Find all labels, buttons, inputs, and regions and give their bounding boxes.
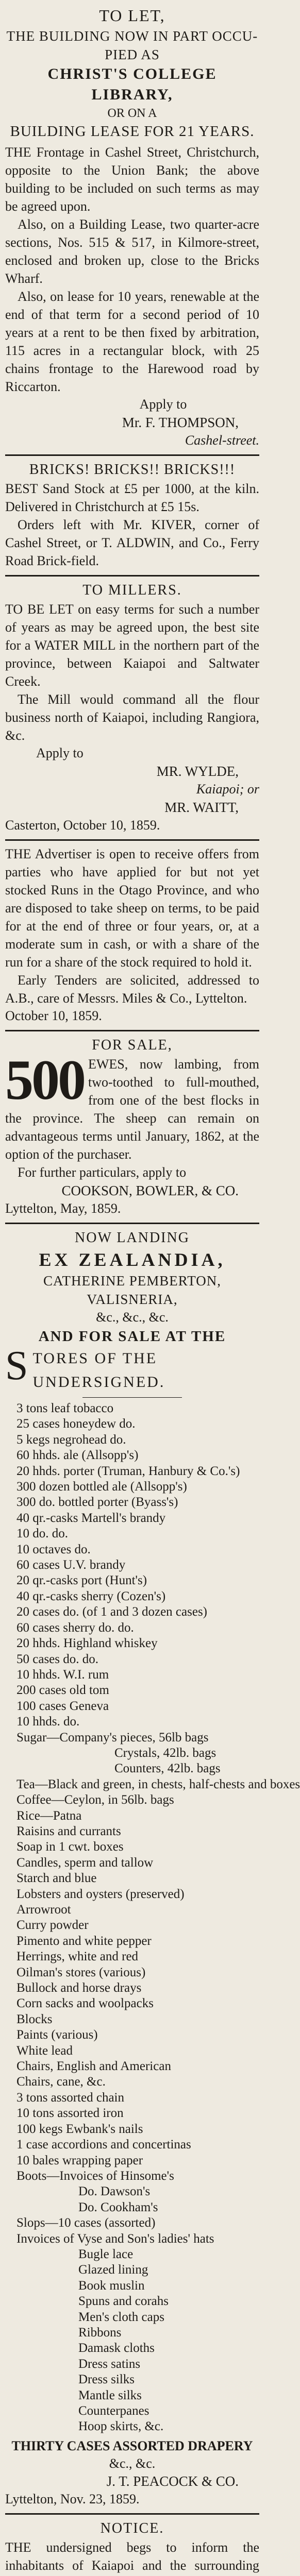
ad-to-let-library <box>5 4 259 449</box>
divider <box>5 1223 259 1224</box>
ad-signature: COOKSON, BOWLER, & CO. <box>61 1183 239 1198</box>
goods-list-item: 300 do. bottled porter (Byass's) <box>16 1495 178 1510</box>
goods-list-item: 100 cases Geneva <box>16 1699 109 1713</box>
goods-list-item: 40 qr.-casks Martell's brandy <box>16 1511 166 1525</box>
goods-list-item: Candles, sperm and tallow <box>16 1855 154 1870</box>
goods-list-item: Dress silks <box>78 2372 135 2387</box>
goods-list-item: Boots—Invoices of Hinsome's <box>16 2168 174 2183</box>
goods-list-item: 10 hhds. W.I. rum <box>16 1667 109 1682</box>
goods-list-item: 20 hhds. porter (Truman, Hanbury & Co.'s) <box>16 1464 240 1478</box>
ad-date: October 10, 1859. <box>5 1008 102 1023</box>
goods-list-item: Bullock and horse drays <box>16 1981 142 1995</box>
goods-list-item: Book muslin <box>78 2278 145 2293</box>
ad-heading: NOW LANDING <box>75 1230 190 1246</box>
ad-line: OR ON A <box>107 107 157 120</box>
goods-list-item: Chairs, English and American <box>16 2059 171 2074</box>
ad-heading: BRICKS! BRICKS!! BRICKS!!! <box>29 462 236 478</box>
goods-list-item: Blocks <box>16 2012 53 2026</box>
goods-list-item: 100 kegs Ewbank's nails <box>16 2122 143 2136</box>
goods-list-item: Soap in 1 cwt. boxes <box>16 1840 124 1854</box>
ad-drapery: THIRTY CASES ASSORTED DRAPERY <box>11 2438 253 2453</box>
goods-list-item: 20 hhds. Highland whiskey <box>16 1636 158 1651</box>
ad-apply: Apply to <box>36 745 84 760</box>
divider <box>5 454 259 456</box>
ad-signature: Mr. F. THOMPSON, <box>122 415 239 430</box>
goods-list-item: Bugle lace <box>78 2247 134 2261</box>
ad-stores-text: TORES OF THE UNDERSIGNED. <box>32 1350 165 1391</box>
ad-signature: MR. WYLDE, <box>156 764 239 779</box>
goods-list-item: Men's cloth caps <box>78 2310 164 2324</box>
goods-list-item: 3 tons assorted chain <box>16 2090 124 2105</box>
goods-list-item: Starch and blue <box>16 1871 97 1886</box>
goods-list-item: 3 tons leaf tobacco <box>16 1401 114 1415</box>
goods-list-item: Glazed lining <box>78 2263 148 2277</box>
ad-apply: Apply to <box>139 397 187 412</box>
goods-list-item: White lead <box>16 2043 73 2058</box>
goods-list-item: Curry powder <box>16 1918 89 1933</box>
ad-paragraph: THE Frontage in Cashel Street, Christchurch, opposite to the Union Bank; the above building to be included on such terms as may be agreed upon. <box>5 145 259 214</box>
goods-list-item: 60 cases U.V. brandy <box>16 1558 126 1572</box>
ad-date: Casterton, October 10, 1859. <box>5 818 160 833</box>
ad-heading: FOR SALE, <box>92 1037 173 1053</box>
ad-paragraph: Also, on lease for 10 years, renewable at the end of that term for a second period of 10 years at a rent to be then fixed by arbitration, 115 acres in a rectangular block, with 25 chains frontage to the Harewood road by Riccarton. <box>5 289 259 394</box>
ad-place: Kaiapoi; or <box>196 782 259 796</box>
goods-list <box>16 1401 300 2435</box>
ad-date: Lyttelton, May, 1859. <box>5 1201 121 1216</box>
divider <box>5 2513 259 2515</box>
divider <box>5 839 259 841</box>
goods-list-item: Dress satins <box>78 2357 141 2371</box>
ad-paragraph: Early Tenders are solicited, addressed to A.B., care of Messrs. Miles & Co., Lyttelton. <box>5 973 259 1006</box>
goods-list-item: 10 octaves do. <box>16 1542 91 1556</box>
goods-list-item: Counters, 42lb. bags <box>114 1761 221 1776</box>
ad-paragraph: The Mill would command all the flour business north of Kaiapoi, including Rangiora, &c. <box>5 692 259 743</box>
ad-etc: &c., &c., &c. <box>96 1310 169 1325</box>
ad-paragraph: BEST Sand Stock at £5 per 1000, at the kiln. Delivered in Christchurch at £5 15s. <box>5 481 259 514</box>
goods-list-item: Pimento and white pepper <box>16 1934 152 1948</box>
goods-list-item: 10 hhds. do. <box>16 1715 80 1729</box>
ad-date: Lyttelton, Nov. 23, 1859. <box>5 2491 140 2506</box>
goods-list-item: 10 bales wrapping paper <box>16 2153 143 2167</box>
goods-list-item: 60 cases sherry do. do. <box>16 1620 134 1635</box>
goods-list-item: Slops—10 cases (assorted) <box>16 2216 156 2230</box>
goods-list-item: Mantle silks <box>78 2388 142 2402</box>
ad-line: BUILDING LEASE FOR 21 YEARS. <box>10 123 255 140</box>
goods-list-item: 10 do. do. <box>16 1527 68 1541</box>
goods-list-item: Coffee—Ceylon, in 56lb. bags <box>16 1793 174 1807</box>
goods-list-item: Invoices of Vyse and Son's ladies' hats <box>16 2231 214 2246</box>
goods-list-item: Rice—Patna <box>16 1808 82 1823</box>
goods-list-item: Crystals, 42lb. bags <box>114 1745 216 1760</box>
goods-list-item: Do. Cookham's <box>78 2200 158 2214</box>
ad-heading: TO MILLERS. <box>82 582 182 598</box>
goods-list-item: Damask cloths <box>78 2341 155 2355</box>
ad-otago-runs <box>5 845 259 1025</box>
ad-sale-line: AND FOR SALE AT THE <box>38 1328 226 1345</box>
goods-list-item: 40 qr.-casks sherry (Cozen's) <box>16 1589 166 1603</box>
goods-list-item: Counterpanes <box>78 2404 149 2418</box>
goods-list-item: Raisins and currants <box>16 1824 121 1838</box>
divider <box>5 575 259 577</box>
ad-paragraph: Also, on a Building Lease, two quarter-acre sections, Nos. 515 & 517, in Kilmore-street, enclosed and broken up, close to the Bricks Wharf. <box>5 217 259 286</box>
ad-paragraph: Orders left with Mr. KIVER, corner of Cashel Street, or T. ALDWIN, and Co., Ferry Road Brick-field. <box>5 517 259 568</box>
ad-to-millers <box>5 581 259 834</box>
ad-ship-title: EX ZEALANDIA, <box>39 1249 226 1270</box>
ad-signature: J. T. PEACOCK & CO. <box>106 2473 239 2489</box>
ad-stores-heading <box>5 1343 259 1394</box>
ad-now-landing <box>5 1228 300 2508</box>
ad-bricks <box>5 460 259 570</box>
goods-list-item: Spuns and corahs <box>78 2294 169 2309</box>
ad-paragraph: THE undersigned begs to inform the inhabitants of Kaiapoi and the surrounding <box>5 2539 259 2573</box>
goods-list-item: Chairs, cane, &c. <box>16 2075 106 2089</box>
goods-list-item: Paints (various) <box>16 2028 98 2042</box>
goods-list-item: Corn sacks and woolpacks <box>16 1996 154 2011</box>
goods-list-item: 1 case accordions and concertinas <box>16 2138 191 2152</box>
ad-heading: TO LET, <box>99 6 165 25</box>
ad-big-number: 500 <box>5 1048 84 1111</box>
goods-list-item: 5 kegs negrohead do. <box>16 1432 126 1447</box>
goods-list-item: 20 cases do. (of 1 and 3 dozen cases) <box>16 1605 208 1619</box>
ad-ship-names: CATHERINE PEMBERTON, VALISNERIA, <box>43 1273 221 1307</box>
goods-list-item: Arrowroot <box>16 1903 71 1917</box>
dropcap-s: S <box>5 1343 30 1388</box>
goods-list-item: 300 dozen bottled ale (Allsopp's) <box>16 1480 187 1494</box>
ad-etc: &c., &c. <box>109 2455 156 2471</box>
ad-notice-mill <box>5 2519 259 2576</box>
goods-list-item: Sugar—Company's pieces, 56lb bags <box>16 1730 209 1744</box>
goods-list-item: Tea—Black and green, in chests, half-chests and boxes <box>16 1777 300 1791</box>
ad-ewes-for-sale <box>5 1036 259 1217</box>
goods-list-item: 25 cases honeydew do. <box>16 1417 136 1431</box>
ad-paragraph: TO BE LET on easy terms for such a number of years as may be agreed upon, the best site for a WATER MILL in the northern part of the province, between Kaiapoi and Saltwater Creek. <box>5 602 259 689</box>
ad-signature: MR. WAITT, <box>164 800 239 815</box>
goods-list-item: 60 hhds. ale (Allsopp's) <box>16 1448 139 1463</box>
ad-paragraph: THE Advertiser is open to receive offers from parties who have applied for but not yet stocked Runs in the Otago Province, and who are disposed to take sheep on terms, to be paid for at the end of three or four years, or, at a moderate sum in cash, or with a share of the run for a share of the stock required to hold it. <box>5 846 259 970</box>
ad-place: Cashel-street. <box>185 433 259 448</box>
goods-list-item: Herrings, white and red <box>16 1950 139 1964</box>
ad-line: THE BUILDING NOW IN PART OCCU- <box>6 28 258 44</box>
goods-list-item: Do. Dawson's <box>78 2184 151 2199</box>
goods-list-item: 20 qr.-casks port (Hunt's) <box>16 1573 147 1588</box>
goods-list-item: Ribbons <box>78 2325 122 2340</box>
ad-heading: NOTICE. <box>100 2520 164 2536</box>
goods-list-item: Hoop skirts, &c. <box>78 2419 164 2434</box>
goods-list-item: Lobsters and oysters (preserved) <box>16 1887 185 1901</box>
goods-list-item: Oilman's stores (various) <box>16 1965 146 1979</box>
ad-line: PIED AS <box>105 47 160 62</box>
ad-paragraph: For further particulars, apply to <box>18 1165 187 1180</box>
ad-line: CHRIST'S COLLEGE LIBRARY, <box>47 65 217 103</box>
goods-list-item: 200 cases old tom <box>16 1683 109 1698</box>
goods-list-item: 10 tons assorted iron <box>16 2106 124 2121</box>
goods-list-item: 50 cases do. do. <box>16 1652 98 1666</box>
short-rule <box>82 1397 182 1398</box>
divider <box>5 1030 259 1031</box>
ad-paragraph: EWES, now lambing, from two-toothed to full-mouthed, from one of the best flocks in the province. The sheep can remain on advantageous terms until January, 1862, at the option of the purchaser. <box>5 1057 259 1162</box>
